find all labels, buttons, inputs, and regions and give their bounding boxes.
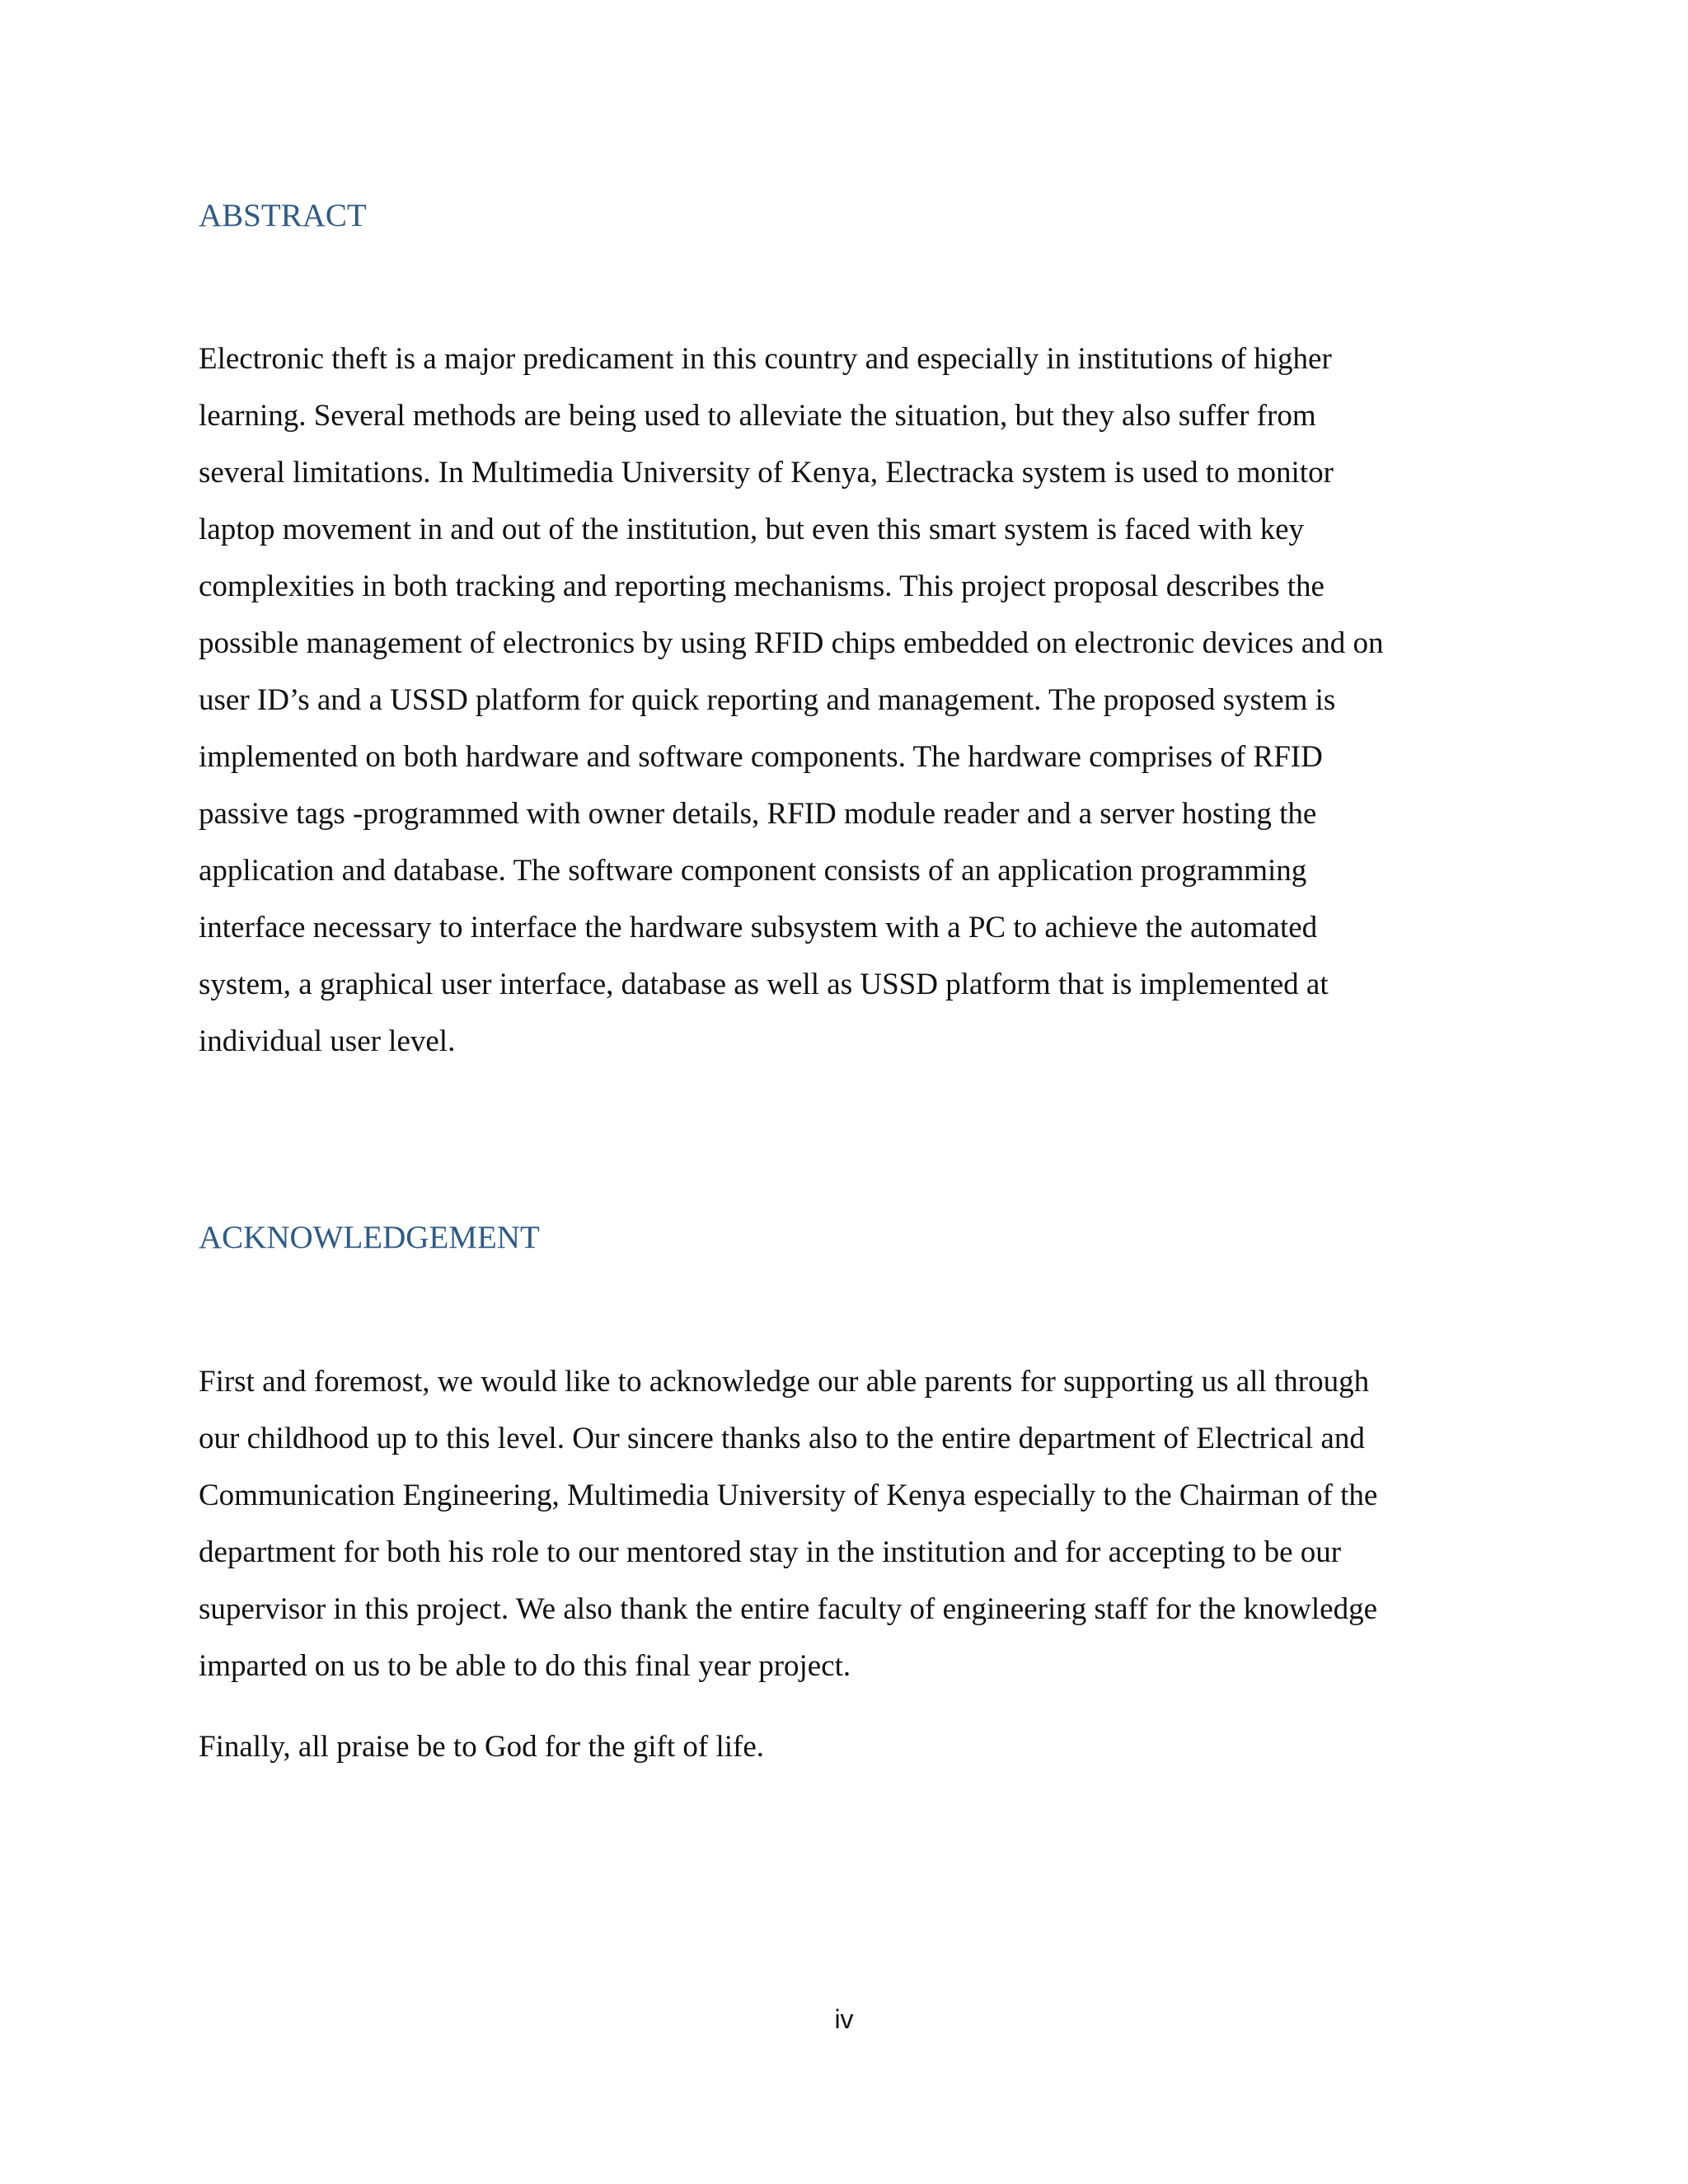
- abstract-line: system, a graphical user interface, database as well as USSD platform that is implemented at: [199, 968, 1329, 1001]
- abstract-line: implemented on both hardware and software components. The hardware comprises of RFID: [199, 740, 1323, 774]
- acknowledgement-paragraph: [199, 1353, 1493, 1694]
- abstract-line: complexities in both tracking and reporting mechanisms. This project proposal describes the: [199, 569, 1325, 603]
- abstract-line: Electronic theft is a major predicament in this country and especially in institutions of higher: [199, 342, 1332, 376]
- abstract-line: passive tags -programmed with owner details, RFID module reader and a server hosting the: [199, 797, 1317, 831]
- acknowledgement-line: imparted on us to be able to do this final year project.: [199, 1649, 851, 1683]
- abstract-paragraph: [199, 330, 1493, 1070]
- acknowledgement-line: department for both his role to our mentored stay in the institution and for accepting to be our: [199, 1535, 1342, 1569]
- abstract-line: several limitations. In Multimedia University of Kenya, Electracka system is used to monitor: [199, 456, 1334, 490]
- abstract-line: interface necessary to interface the hardware subsystem with a PC to achieve the automated: [199, 911, 1318, 944]
- abstract-line: possible management of electronics by using RFID chips embedded on electronic devices and on: [199, 626, 1384, 660]
- acknowledgement-final-line: Finally, all praise be to God for the gift of life.: [199, 1730, 765, 1764]
- acknowledgement-heading: ACKNOWLEDGEMENT: [199, 1220, 540, 1255]
- abstract-line: laptop movement in and out of the institution, but even this smart system is faced with key: [199, 513, 1305, 546]
- acknowledgement-line: supervisor in this project. We also thank the entire faculty of engineering staff for the knowledge: [199, 1592, 1378, 1626]
- acknowledgement-line: First and foremost, we would like to acknowledge our able parents for supporting us all through: [199, 1365, 1370, 1399]
- acknowledgement-final-paragraph: [199, 1718, 1493, 1775]
- acknowledgement-line: Communication Engineering, Multimedia University of Kenya especially to the Chairman of the: [199, 1479, 1378, 1512]
- abstract-line: learning. Several methods are being used to alleviate the situation, but they also suffer from: [199, 399, 1316, 433]
- page-number: iv: [834, 2004, 854, 2034]
- abstract-heading: ABSTRACT: [199, 198, 367, 233]
- abstract-line: application and database. The software component consists of an application programming: [199, 854, 1307, 888]
- abstract-line: user ID’s and a USSD platform for quick reporting and management. The proposed system is: [199, 683, 1336, 717]
- acknowledgement-line: our childhood up to this level. Our sincere thanks also to the entire department of Electrical and: [199, 1422, 1365, 1455]
- abstract-line: individual user level.: [199, 1024, 456, 1058]
